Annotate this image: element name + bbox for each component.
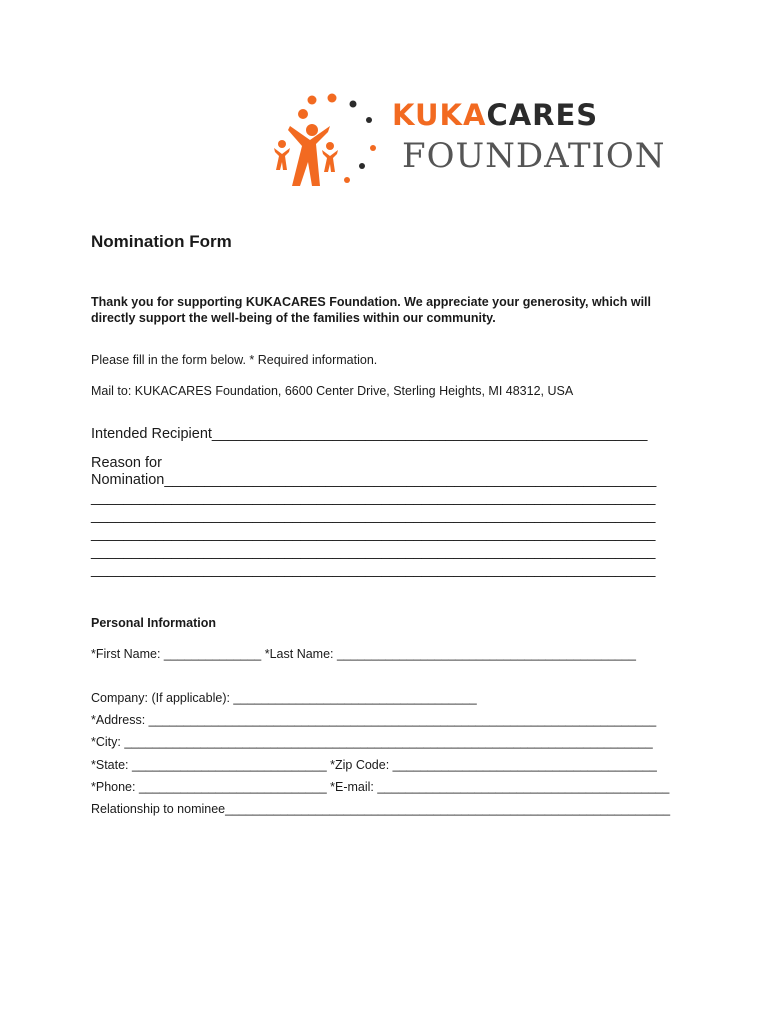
reason-field-line[interactable]: ______________________________________________________________________ xyxy=(91,526,656,542)
personal-info-heading: Personal Information xyxy=(91,616,217,630)
intended-recipient-field[interactable]: Intended Recipient______________________________________________________ xyxy=(91,426,648,442)
reason-field-line[interactable]: ______________________________________________________________________ xyxy=(91,562,656,578)
company-field[interactable]: Company: (If applicable): ___________________________________ xyxy=(91,691,477,705)
phone-email-fields[interactable]: *Phone: ___________________________ *E-mail: __________________________________________ xyxy=(91,780,670,794)
kukacares-logo xyxy=(270,88,690,198)
state-zip-fields[interactable]: *State: ____________________________ *Zip Code: ______________________________________ xyxy=(91,758,657,772)
reason-field-line[interactable]: ______________________________________________________________________ xyxy=(91,544,656,560)
reason-label: Reason for xyxy=(91,455,162,471)
city-field[interactable]: *City: ____________________________________________________________________________ xyxy=(91,735,653,749)
mailing-address: Mail to: KUKACARES Foundation, 6600 Center Drive, Sterling Heights, MI 48312, USA xyxy=(91,384,574,398)
reason-field-line-1[interactable]: Nomination_____________________________________________________________ xyxy=(91,472,657,488)
address-field[interactable]: *Address: _________________________________________________________________________ xyxy=(91,713,657,727)
intro-line-1: Thank you for supporting KUKACARES Foundation. We appreciate your generosity, which will xyxy=(91,295,651,309)
reason-field-line[interactable]: ______________________________________________________________________ xyxy=(91,508,656,524)
form-title: Nomination Form xyxy=(91,232,232,251)
name-fields[interactable]: *First Name: ______________ *Last Name: ___________________________________________ xyxy=(91,647,636,661)
relationship-field[interactable]: Relationship to nominee________________________________________________________________ xyxy=(91,802,671,816)
intro-text xyxy=(91,294,651,326)
reason-field-line[interactable]: ______________________________________________________________________ xyxy=(91,490,656,506)
brand-kuka-text: KUKA xyxy=(392,98,487,132)
brand-cares-text: CARES xyxy=(486,98,599,132)
instructions-text: Please fill in the form below. * Required information. xyxy=(91,353,378,367)
brand-name xyxy=(392,98,598,132)
intro-line-2: directly support the well-being of the families within our community. xyxy=(91,311,496,325)
brand-foundation-text: FOUNDATION xyxy=(402,136,666,176)
figures-icon xyxy=(270,88,390,198)
